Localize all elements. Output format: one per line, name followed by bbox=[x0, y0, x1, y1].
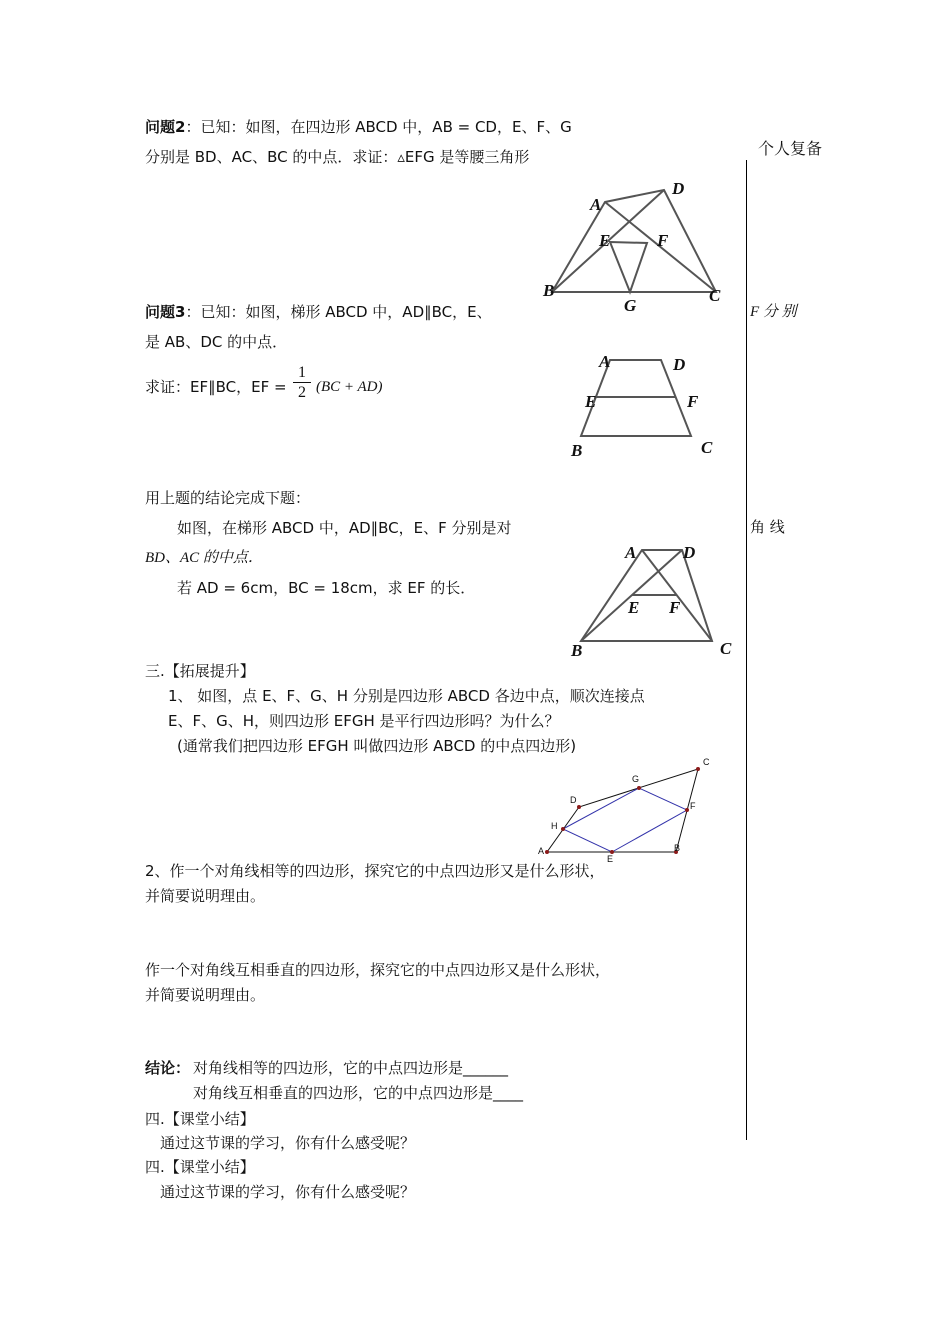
apply-line-2: BD、AC 的中点． bbox=[145, 550, 263, 566]
fig4-label-f: F bbox=[690, 801, 696, 811]
fig4-label-h: H bbox=[551, 821, 558, 831]
problem-2-label: 问题 bbox=[145, 118, 176, 136]
fig2-label-f: F bbox=[687, 392, 699, 411]
problem-3-number: 3 bbox=[175, 303, 186, 321]
sidebar-fragment-1: F 分 别 bbox=[750, 304, 797, 320]
problem-3-line-1 bbox=[145, 302, 492, 322]
fig2-label-d: D bbox=[673, 355, 686, 374]
section-3-problem-2-line-1: 2、作一个对角线相等的四边形，探究它的中点四边形又是什么形状， bbox=[145, 862, 605, 880]
figure-3-trapezoid-diagonals bbox=[565, 540, 735, 660]
fig2-label-c: C bbox=[701, 438, 713, 457]
fig4-label-a: A bbox=[538, 846, 545, 856]
fig1-label-e: E bbox=[599, 231, 611, 250]
fig2-label-b: B bbox=[571, 441, 583, 460]
fig4-label-d: D bbox=[570, 795, 577, 805]
section-3-problem-2-line-2: 并简要说明理由。 bbox=[145, 887, 266, 905]
problem-3-line-2: 是 AB、DC 的中点． bbox=[145, 333, 288, 351]
fig2-label-e: E bbox=[585, 392, 597, 411]
fig4-label-b: B bbox=[674, 843, 681, 853]
problem-2-number: 2 bbox=[175, 118, 186, 136]
problem-3-label: 问题 bbox=[145, 303, 176, 321]
conclusion-label: 结论： bbox=[145, 1059, 191, 1077]
fig1-label-f: F bbox=[657, 231, 669, 250]
conclusion-line-1: 对角线相等的四边形，它的中点四边形是______ bbox=[193, 1059, 509, 1077]
section-3-problem-1-line-2: E、F、G、H，则四边形 EFGH 是平行四边形吗？为什么？ bbox=[168, 712, 560, 730]
fig3-label-a: A bbox=[625, 543, 637, 562]
apply-line-1: 如图，在梯形 ABCD 中，AD∥BC，E、F 分别是对 bbox=[177, 519, 512, 537]
section-3-heading: 三.【拓展提升】 bbox=[145, 662, 255, 680]
fig1-label-d: D bbox=[672, 179, 685, 198]
section-3-problem-3-line-1: 作一个对角线互相垂直的四边形，探究它的中点四边形又是什么形状， bbox=[145, 961, 611, 979]
sidebar-fragment-2: 角 线 bbox=[750, 518, 785, 536]
figure-4-midpoint-quadrilateral bbox=[535, 755, 715, 865]
fraction-one-half bbox=[293, 364, 311, 403]
apply-line-3: 若 AD = 6cm，BC = 18cm，求 EF 的长． bbox=[177, 579, 476, 597]
fig3-label-c: C bbox=[720, 639, 732, 658]
fig4-label-e: E bbox=[607, 854, 614, 864]
summary-heading-2: 四.【课堂小结】 bbox=[145, 1158, 255, 1176]
problem-2-line-2: 分别是 BD、AC、BC 的中点．求证：▵EFG 是等腰三角形 bbox=[145, 148, 530, 166]
fig1-label-b: B bbox=[543, 281, 555, 300]
fig1-label-c: C bbox=[709, 286, 721, 305]
fig3-label-f: F bbox=[669, 598, 681, 617]
figure-2-trapezoid bbox=[565, 350, 725, 460]
fig1-label-a: A bbox=[590, 195, 602, 214]
section-3-problem-3-line-2: 并简要说明理由。 bbox=[145, 986, 266, 1004]
conclusion-line-2: 对角线互相垂直的四边形，它的中点四边形是____ bbox=[193, 1084, 524, 1102]
fig4-label-c: C bbox=[703, 757, 710, 767]
problem-3-proof-suffix: (BC + AD) bbox=[316, 379, 383, 395]
summary-heading-1: 四.【课堂小结】 bbox=[145, 1110, 255, 1128]
problem-3-proof-prefix: 求证：EF∥BC，EF = bbox=[145, 378, 287, 396]
fig2-label-a: A bbox=[599, 352, 611, 371]
apply-intro: 用上题的结论完成下题： bbox=[145, 489, 311, 507]
section-3-problem-1-line-1: 1、 如图，点 E、F、G、H 分别是四边形 ABCD 各边中点，顺次连接点 bbox=[168, 687, 645, 705]
fraction-denominator: 2 bbox=[293, 382, 311, 403]
sidebar-divider bbox=[746, 160, 747, 1140]
summary-text-1: 通过这节课的学习，你有什么感受呢？ bbox=[160, 1134, 416, 1152]
sidebar-title: 个人复备 bbox=[758, 139, 823, 158]
fraction-numerator: 1 bbox=[298, 364, 306, 381]
problem-2-text: ：已知：如图，在四边形 ABCD 中，AB = CD，E、F、G bbox=[185, 118, 572, 136]
section-3-problem-1-line-3: (通常我们把四边形 EFGH 叫做四边形 ABCD 的中点四边形) bbox=[177, 737, 577, 755]
fig3-label-b: B bbox=[571, 641, 583, 660]
fig3-label-d: D bbox=[683, 543, 696, 562]
fig3-label-e: E bbox=[628, 598, 640, 617]
fig1-label-g: G bbox=[624, 296, 637, 315]
problem-3-text: ：已知：如图，梯形 ABCD 中，AD∥BC，E、 bbox=[185, 303, 492, 321]
summary-text-2: 通过这节课的学习，你有什么感受呢？ bbox=[160, 1183, 416, 1201]
figure-1-quadrilateral bbox=[540, 180, 740, 320]
fig4-label-g: G bbox=[632, 774, 640, 784]
problem-2-line-1 bbox=[145, 117, 572, 137]
